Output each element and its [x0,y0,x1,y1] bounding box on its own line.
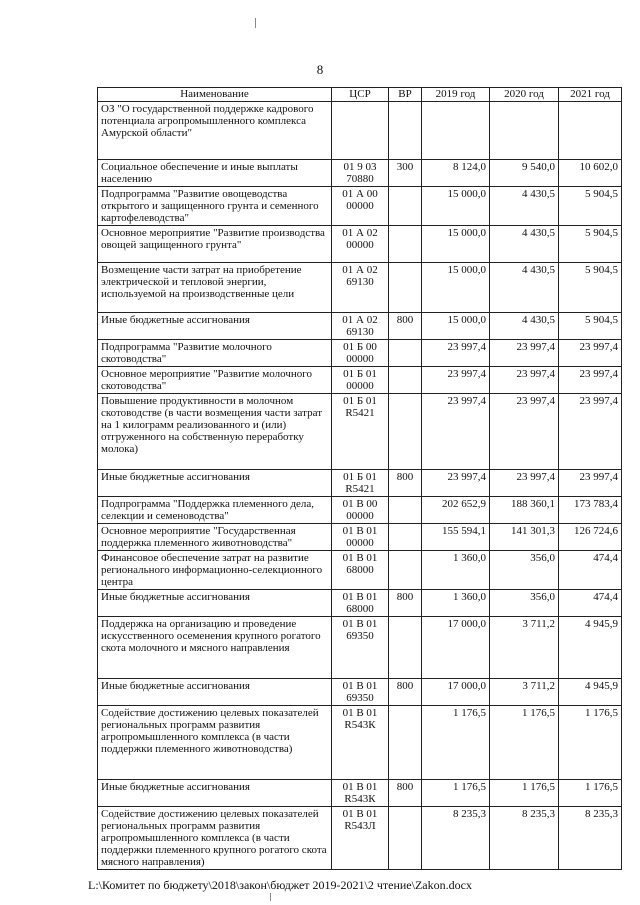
cell-2021: 4 945,9 [559,617,622,679]
cell-name: Возмещение части затрат на приобретение электрической и тепловой энергии, используемой на производственные цели [98,263,332,313]
cell-2020: 1 176,5 [490,780,559,807]
cell-csr: 01 В 01 R543К [332,706,389,780]
cell-csr: 01 В 01 R543Л [332,807,389,870]
cell-csr: 01 Б 01 R5421 [332,394,389,470]
cell-2020: 4 430,5 [490,263,559,313]
cell-csr: 01 А 00 00000 [332,187,389,226]
cell-csr [332,102,389,160]
header-vr: ВР [389,88,422,102]
cell-name: Основное мероприятие "Государственная поддержка племенного животноводства" [98,524,332,551]
cell-vr [389,706,422,780]
header-2020: 2020 год [490,88,559,102]
cell-name: Основное мероприятие "Развитие производства овощей защищенного грунта" [98,226,332,263]
cell-2021: 474,4 [559,551,622,590]
budget-table [97,87,622,870]
cell-name: Поддержка на организацию и проведение искусственного осеменения крупного рогатого скота молочного и мясного направления [98,617,332,679]
cell-name: Содействие достижению целевых показателей региональных программ развития агропромышленного комплекса (в части поддержки племенного крупного рогатого скота мясного направления) [98,807,332,870]
cell-vr [389,367,422,394]
cell-2019: 8 235,3 [422,807,490,870]
cell-2020: 188 360,1 [490,497,559,524]
cell-2020 [490,102,559,160]
cell-vr: 800 [389,313,422,340]
cell-2020: 4 430,5 [490,226,559,263]
cell-vr [389,263,422,313]
cell-2019: 23 997,4 [422,340,490,367]
table-row [98,160,622,187]
cell-2020: 141 301,3 [490,524,559,551]
cell-vr [389,807,422,870]
cell-2020: 9 540,0 [490,160,559,187]
cell-2019: 17 000,0 [422,679,490,706]
cell-csr: 01 А 02 00000 [332,226,389,263]
margin-mark [255,18,256,28]
table-row [98,807,622,870]
cell-2019: 1 360,0 [422,590,490,617]
cell-2019 [422,102,490,160]
cell-2020: 23 997,4 [490,394,559,470]
cell-vr [389,497,422,524]
cell-2021: 1 176,5 [559,706,622,780]
cell-2021: 8 235,3 [559,807,622,870]
cell-vr [389,551,422,590]
cell-2021: 5 904,5 [559,313,622,340]
cell-2021: 23 997,4 [559,394,622,470]
cell-name: Социальное обеспечение и иные выплаты населению [98,160,332,187]
cell-name: Подпрограмма "Развитие овощеводства открытого и защищенного грунта и семенного картофелеводства" [98,187,332,226]
margin-mark [270,893,271,901]
cell-csr: 01 В 01 68000 [332,590,389,617]
cell-name: Подпрограмма "Развитие молочного скотоводства" [98,340,332,367]
cell-2020: 23 997,4 [490,470,559,497]
table-row [98,263,622,313]
cell-2021: 5 904,5 [559,263,622,313]
cell-csr: 01 9 03 70880 [332,160,389,187]
cell-vr [389,102,422,160]
cell-2021: 5 904,5 [559,226,622,263]
cell-2020: 1 176,5 [490,706,559,780]
cell-2019: 155 594,1 [422,524,490,551]
cell-csr: 01 А 02 69130 [332,313,389,340]
cell-name: Иные бюджетные ассигнования [98,780,332,807]
cell-name: ОЗ "О государственной поддержке кадрового потенциала агропромышленного комплекса Амурской области" [98,102,332,160]
cell-name: Иные бюджетные ассигнования [98,679,332,706]
table-body [98,102,622,870]
cell-csr: 01 В 01 R543К [332,780,389,807]
table-row [98,706,622,780]
cell-csr: 01 В 01 69350 [332,617,389,679]
cell-2020: 23 997,4 [490,340,559,367]
cell-csr: 01 В 01 68000 [332,551,389,590]
cell-2020: 4 430,5 [490,313,559,340]
table-row [98,590,622,617]
cell-2020: 356,0 [490,590,559,617]
cell-vr: 300 [389,160,422,187]
cell-2020: 3 711,2 [490,617,559,679]
cell-name: Иные бюджетные ассигнования [98,313,332,340]
cell-2019: 23 997,4 [422,367,490,394]
cell-name: Повышение продуктивности в молочном скотоводстве (в части возмещения части затрат на 1 килограмм реализованного и (или) отгруженного на собственную переработку молока) [98,394,332,470]
header-2019: 2019 год [422,88,490,102]
table-row [98,497,622,524]
cell-csr: 01 А 02 69130 [332,263,389,313]
cell-2020: 23 997,4 [490,367,559,394]
cell-2019: 15 000,0 [422,187,490,226]
cell-vr [389,617,422,679]
cell-vr: 800 [389,780,422,807]
cell-2019: 23 997,4 [422,394,490,470]
cell-vr [389,226,422,263]
cell-csr: 01 В 01 00000 [332,524,389,551]
cell-2021 [559,102,622,160]
cell-vr: 800 [389,470,422,497]
table-row [98,524,622,551]
cell-2021: 4 945,9 [559,679,622,706]
cell-2019: 17 000,0 [422,617,490,679]
cell-name: Основное мероприятие "Развитие молочного скотоводства" [98,367,332,394]
cell-2019: 1 360,0 [422,551,490,590]
cell-vr [389,394,422,470]
cell-csr: 01 В 00 00000 [332,497,389,524]
header-2021: 2021 год [559,88,622,102]
cell-2021: 23 997,4 [559,340,622,367]
cell-2019: 1 176,5 [422,706,490,780]
cell-vr [389,340,422,367]
table-row [98,394,622,470]
cell-2021: 5 904,5 [559,187,622,226]
cell-2019: 15 000,0 [422,226,490,263]
cell-2020: 8 235,3 [490,807,559,870]
table-row [98,617,622,679]
cell-2019: 8 124,0 [422,160,490,187]
table-row [98,679,622,706]
footer-file-path: L:\Комитет по бюджету\2018\закон\бюджет 2019-2021\2 чтение\Zakon.docx [88,878,472,892]
table-row [98,102,622,160]
cell-2021: 23 997,4 [559,367,622,394]
cell-2019: 1 176,5 [422,780,490,807]
cell-name: Подпрограмма "Поддержка племенного дела, селекции и семеноводства" [98,497,332,524]
table-row [98,187,622,226]
cell-2021: 474,4 [559,590,622,617]
page-number: 8 [316,62,324,77]
cell-name: Содействие достижению целевых показателей региональных программ развития агропромышленного комплекса (в части поддержки племенного животноводства) [98,706,332,780]
cell-name: Финансовое обеспечение затрат на развитие регионального информационно-селекционного центра [98,551,332,590]
header-csr: ЦСР [332,88,389,102]
cell-2021: 10 602,0 [559,160,622,187]
cell-2019: 202 652,9 [422,497,490,524]
cell-csr: 01 Б 00 00000 [332,340,389,367]
table-row [98,340,622,367]
cell-2021: 1 176,5 [559,780,622,807]
cell-2019: 23 997,4 [422,470,490,497]
cell-2019: 15 000,0 [422,263,490,313]
cell-2020: 3 711,2 [490,679,559,706]
table-row [98,780,622,807]
cell-csr: 01 Б 01 R5421 [332,470,389,497]
table-row [98,313,622,340]
cell-2020: 356,0 [490,551,559,590]
cell-vr: 800 [389,590,422,617]
cell-2021: 23 997,4 [559,470,622,497]
cell-vr [389,524,422,551]
cell-vr [389,187,422,226]
table-row [98,470,622,497]
cell-vr: 800 [389,679,422,706]
table-header-row [98,88,622,102]
header-name: Наименование [98,88,332,102]
cell-name: Иные бюджетные ассигнования [98,590,332,617]
table-row [98,551,622,590]
cell-csr: 01 Б 01 00000 [332,367,389,394]
cell-2020: 4 430,5 [490,187,559,226]
cell-csr: 01 В 01 69350 [332,679,389,706]
cell-2021: 126 724,6 [559,524,622,551]
table-row [98,367,622,394]
cell-name: Иные бюджетные ассигнования [98,470,332,497]
cell-2019: 15 000,0 [422,313,490,340]
cell-2021: 173 783,4 [559,497,622,524]
table-row [98,226,622,263]
